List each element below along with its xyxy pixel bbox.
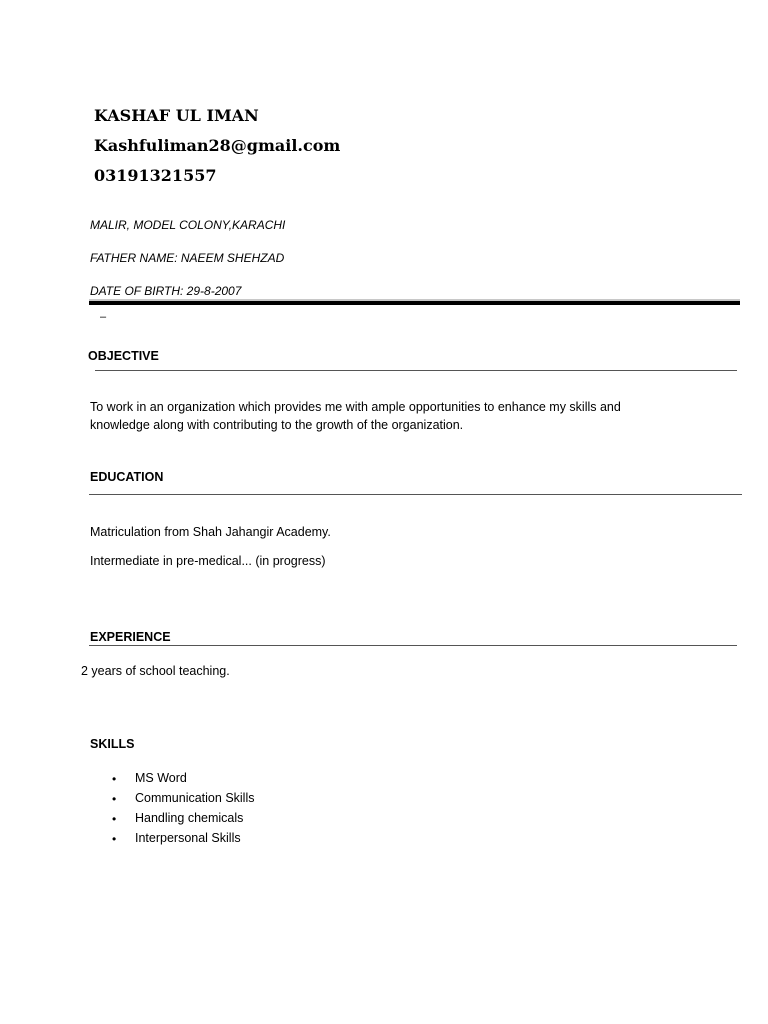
phone-number: 03191321557: [94, 166, 217, 185]
bullet-icon: •: [112, 792, 117, 806]
list-item: [112, 810, 254, 830]
skill-label: MS Word: [135, 771, 187, 785]
experience-heading: EXPERIENCE: [90, 630, 171, 644]
objective-heading: OBJECTIVE: [88, 349, 159, 363]
list-item: [112, 830, 254, 850]
bullet-icon: •: [112, 832, 117, 846]
stray-dash: –: [100, 311, 107, 323]
list-item: [112, 790, 254, 810]
education-item: Intermediate in pre-medical... (in progress): [90, 554, 326, 568]
objective-line-2: knowledge along with contributing to the growth of the organization.: [90, 418, 464, 432]
education-item: Matriculation from Shah Jahangir Academy.: [90, 525, 331, 539]
objective-line-1: To work in an organization which provides me with ample opportunities to enhance my skills and: [90, 400, 621, 414]
bullet-icon: •: [112, 812, 117, 826]
list-item: [112, 770, 254, 790]
skill-label: Communication Skills: [135, 791, 255, 805]
father-name: FATHER NAME: NAEEM SHEHZAD: [90, 251, 285, 265]
education-rule: [89, 494, 742, 495]
skills-list: [112, 770, 254, 850]
candidate-name: KASHAF UL IMAN: [94, 106, 259, 125]
experience-text: 2 years of school teaching.: [81, 664, 230, 678]
address: MALIR, MODEL COLONY,KARACHI: [90, 218, 286, 232]
date-of-birth: DATE OF BIRTH: 29-8-2007: [90, 284, 242, 298]
header-divider: [89, 301, 740, 305]
email-address: Kashfuliman28@gmail.com: [94, 136, 341, 155]
skill-label: Handling chemicals: [135, 811, 244, 825]
experience-rule: [89, 645, 737, 646]
skill-label: Interpersonal Skills: [135, 831, 241, 845]
bullet-icon: •: [112, 772, 117, 786]
education-heading: EDUCATION: [90, 470, 164, 484]
objective-rule: [95, 370, 737, 371]
skills-heading: SKILLS: [90, 737, 135, 751]
